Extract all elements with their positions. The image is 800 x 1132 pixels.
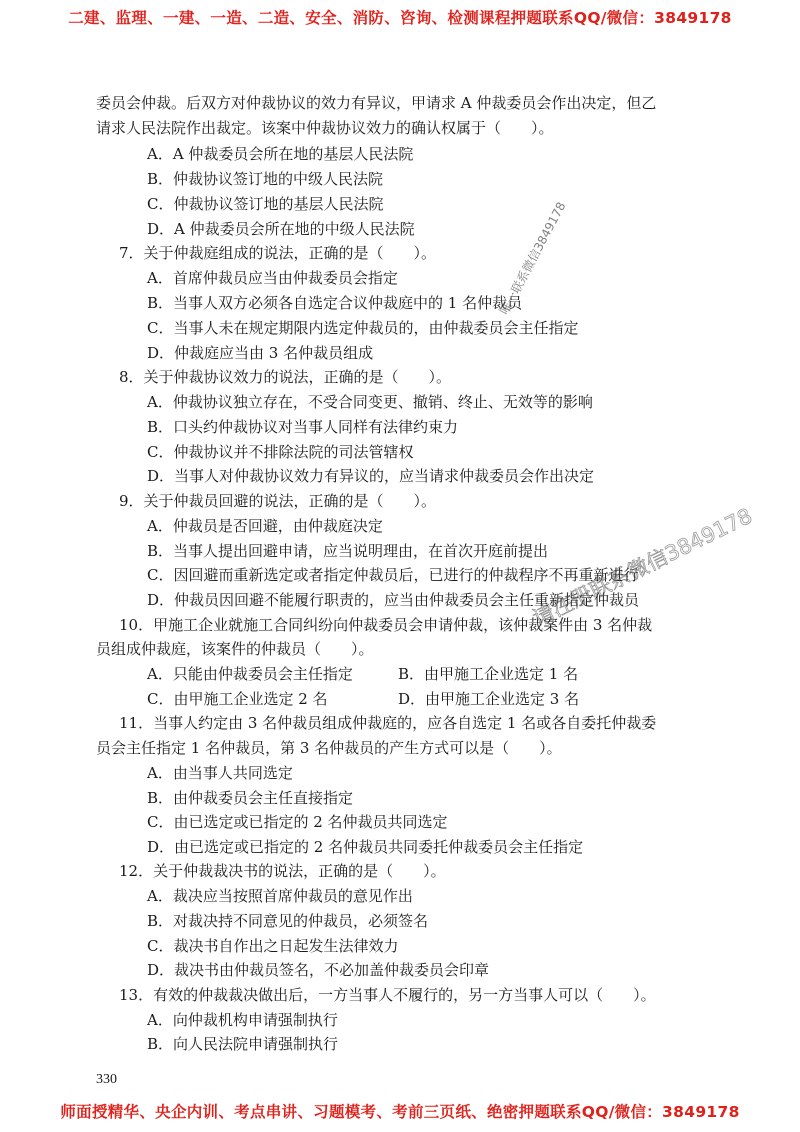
question-line: 9．关于仲裁员回避的说法，正确的是（ ）。: [119, 492, 437, 510]
option-line: D．由已选定或已指定的 2 名仲裁员共同委托仲裁委员会主任指定: [147, 838, 584, 856]
option-line: B．当事人双方必须各自选定合议仲裁庭中的 1 名仲裁员: [147, 294, 523, 312]
option-line: D．由甲施工企业选定 3 名: [398, 690, 580, 708]
option-line: D．当事人对仲裁协议效力有异议的，应当请求仲裁委员会作出决定: [147, 467, 595, 485]
page-number: 330: [96, 1072, 117, 1087]
question-line: 10．甲施工企业就施工合同纠纷向仲裁委员会申请仲裁，该仲裁案件由 3 名仲裁: [119, 616, 653, 634]
option-line: B．对裁决持不同意见的仲裁员，必须签名: [147, 912, 429, 930]
watermark-large: 请注册联系微信3849178: [529, 503, 756, 631]
option-line: C．由甲施工企业选定 2 名: [147, 690, 328, 708]
question-line: 8．关于仲裁协议效力的说法，正确的是（ ）。: [119, 368, 452, 386]
option-line: B．由甲施工企业选定 1 名: [398, 665, 579, 683]
question-line: 7．关于仲裁庭组成的说法，正确的是（ ）。: [119, 244, 437, 262]
text-line: 员会主任指定 1 名仲裁员，第 3 名仲裁员的产生方式可以是（ ）。: [96, 739, 562, 757]
option-line: C．仲裁协议并不排除法院的司法管辖权: [147, 443, 414, 461]
header-banner: 二建、监理、一建、一造、二造、安全、消防、咨询、检测课程押题联系QQ/微信：3849178: [68, 9, 732, 27]
option-line: A．只能由仲裁委员会主任指定: [147, 665, 353, 683]
option-line: C．当事人未在规定期限内选定仲裁员的，由仲裁委员会主任指定: [147, 319, 579, 337]
option-line: A．首席仲裁员应当由仲裁委员会指定: [147, 269, 398, 287]
option-line: B．由仲裁委员会主任直接指定: [147, 789, 354, 807]
question-line: 12．关于仲裁裁决书的说法，正确的是（ ）。: [119, 862, 446, 880]
option-line: A．向仲裁机构申请强制执行: [147, 1011, 338, 1029]
option-line: D．A 仲裁委员会所在地的中级人民法院: [147, 220, 415, 238]
option-line: D．裁决书由仲裁员签名，不必加盖仲裁委员会印章: [147, 961, 490, 979]
text-line: 委员会仲裁。后双方对仲裁协议的效力有异议，甲请求 A 仲裁委员会作出决定，但乙: [96, 94, 657, 112]
watermark-small: 唯一联系微信3849178: [497, 199, 569, 318]
question-line: 13．有效的仲裁裁决做出后，一方当事人不履行的，另一方当事人可以（ ）。: [119, 986, 656, 1004]
option-line: C．仲裁协议签订地的基层人民法院: [147, 195, 384, 213]
option-line: C．因回避而重新选定或者指定仲裁员后，已进行的仲裁程序不再重新进行: [147, 566, 639, 584]
option-line: B．口头约仲裁协议对当事人同样有法律约束力: [147, 418, 459, 436]
option-line: A．仲裁员是否回避，由仲裁庭决定: [147, 517, 383, 535]
option-line: A．裁决应当按照首席仲裁员的意见作出: [147, 887, 413, 905]
text-line: 员组成仲裁庭，该案件的仲裁员（ ）。: [96, 640, 374, 658]
option-line: A．由当事人共同选定: [147, 764, 293, 782]
option-line: B．向人民法院申请强制执行: [147, 1035, 339, 1053]
option-line: C．由已选定或已指定的 2 名仲裁员共同选定: [147, 813, 448, 831]
option-line: A．A 仲裁委员会所在地的基层人民法院: [147, 145, 414, 163]
option-line: A．仲裁协议独立存在，不受合同变更、撤销、终止、无效等的影响: [147, 393, 593, 411]
option-line: B．当事人提出回避申请，应当说明理由，在首次开庭前提出: [147, 542, 549, 560]
question-line: 11．当事人约定由 3 名仲裁员组成仲裁庭的，应各自选定 1 名或各自委托仲裁委: [119, 714, 657, 732]
option-line: D．仲裁员因回避不能履行职责的，应当由仲裁委员会主任重新指定仲裁员: [147, 591, 640, 609]
option-line: C．裁决书自作出之日起发生法律效力: [147, 937, 399, 955]
option-line: B．仲裁协议签订地的中级人民法院: [147, 170, 384, 188]
footer-banner: 师面授精华、央企内训、考点串讲、习题模考、考前三页纸、绝密押题联系QQ/微信：3849178: [60, 1103, 740, 1121]
option-line: D．仲裁庭应当由 3 名仲裁员组成: [147, 344, 374, 362]
text-line: 请求人民法院作出裁定。该案中仲裁协议效力的确认权属于（ ）。: [96, 119, 554, 137]
